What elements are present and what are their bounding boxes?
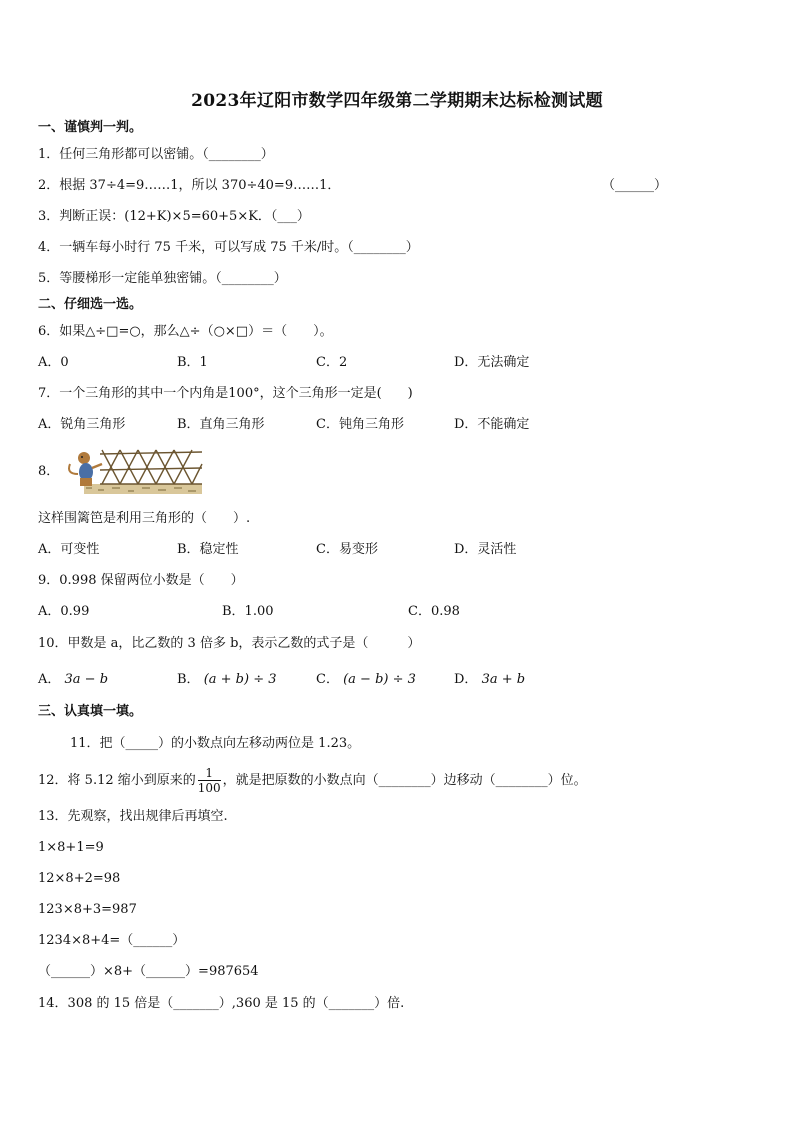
q8-option-c: C．易变形 [316,542,378,557]
q10-option-a [38,671,108,689]
question-4: 4．一辆车每小时行 75 千米，可以写成 75 千米/时。（________） [38,240,419,255]
fraction-numerator: 1 [198,766,221,781]
pattern-line-4: 1234×8+4=（______） [38,933,186,948]
q9-option-c: C．0.98 [408,604,460,619]
q8-option-d: D．灵活性 [454,542,517,557]
question-3: 3．判断正误：(12+K)×5=60+5×K．（___） [38,209,310,224]
q7-option-d: D．不能确定 [454,417,530,432]
q10-option-b-letter: B． [177,672,200,687]
q10-option-d-expr: 3a + b [481,672,526,687]
question-6: 6．如果△÷□=○，那么△÷（○×□）＝（ ）。 [38,324,333,339]
question-2: 2．根据 37÷4=9……1，所以 370÷40=9……1． [38,178,341,193]
question-7: 7．一个三角形的其中一个内角是100°，这个三角形一定是( ) [38,386,413,401]
question-9: 9．0.998 保留两位小数是（ ） [38,573,244,588]
pattern-line-2: 12×8+2=98 [38,871,121,886]
section-heading-1: 一、谨慎判一判。 [38,120,143,135]
q8-option-a: A．可变性 [38,542,100,557]
q6-option-b: B．1 [177,355,208,370]
question-11: 11．把（_____）的小数点向左移动两位是 1.23。 [70,736,361,751]
q7-option-c: C．钝角三角形 [316,417,404,432]
pattern-line-1: 1×8+1=9 [38,840,104,855]
question-10: 10．甲数是 a，比乙数的 3 倍多 b，表示乙数的式子是（ ） [38,636,421,651]
q10-option-a-expr: 3a − b [64,672,109,687]
q6-option-d: D．无法确定 [454,355,530,370]
question-14: 14．308 的 15 倍是（_______）,360 是 15 的（_______）倍. [38,996,405,1011]
question-8-number: 8． [38,464,60,479]
question-13: 13．先观察，找出规律后再填空. [38,809,228,824]
q6-option-a: A．0 [38,355,69,370]
fraction-denominator: 100 [197,781,221,795]
question-5: 5．等腰梯形一定能单独密铺。（________） [38,271,287,286]
q9-option-a: A．0.99 [38,604,90,619]
section-heading-3: 三、认真填一填。 [38,704,143,719]
q8-option-b: B．稳定性 [177,542,239,557]
question-2-blank: （______） [602,178,668,193]
question-12-prefix: 12．将 5.12 缩小到原来的 [38,773,196,788]
q7-option-a: A．锐角三角形 [38,417,126,432]
question-12-suffix: ，就是把原数的小数点向（________）边移动（________）位。 [222,773,587,788]
fence-illustration [62,444,204,498]
pattern-line-5: （______）×8+（______）=987654 [38,964,259,979]
question-12 [38,764,587,798]
fraction-one-hundredth [198,766,221,795]
q10-option-a-letter: A． [38,672,61,687]
question-1: 1．任何三角形都可以密铺。（________） [38,147,274,162]
q9-option-b: B．1.00 [222,604,274,619]
q10-option-c-letter: C． [316,672,339,687]
pattern-line-3: 123×8+3=987 [38,902,137,917]
q6-option-c: C．2 [316,355,348,370]
q10-option-d [454,671,525,689]
q7-option-b: B．直角三角形 [177,417,265,432]
section-heading-2: 二、仔细选一选。 [38,297,143,312]
q10-option-d-letter: D． [454,672,478,687]
page-title: 2023年辽阳市数学四年级第二学期期末达标检测试题 [191,91,603,111]
q10-option-c-expr: (a − b) ÷ 3 [343,672,416,687]
q10-option-b-expr: (a + b) ÷ 3 [203,672,277,687]
q10-option-c [316,671,416,689]
q10-option-b [177,671,277,689]
question-8: 这样围篱笆是利用三角形的（ ）. [38,511,251,526]
